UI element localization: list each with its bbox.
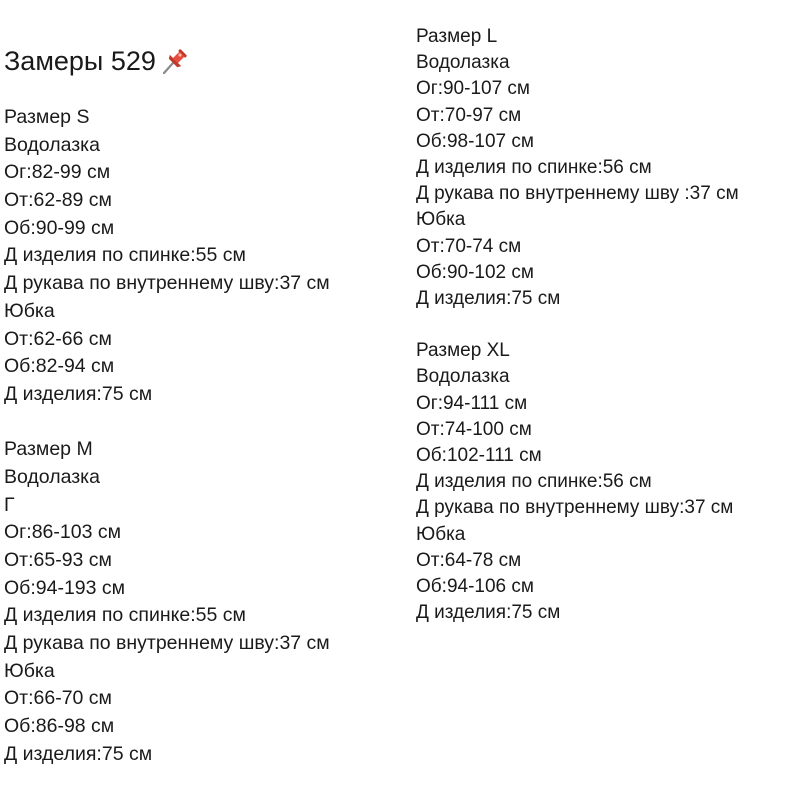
measurement-line: От:64-78 см	[416, 549, 522, 571]
page-title	[4, 43, 192, 79]
measurement-line: Д изделия:75 см	[416, 602, 561, 624]
measurement-line: Об:94-106 см	[416, 575, 534, 597]
measurement-line: Д изделия:75 см	[4, 742, 153, 765]
measurement-line: Д рукава по внутреннему шву:37 см	[4, 272, 330, 295]
measurement-line: Об:90-102 см	[416, 261, 534, 283]
measurement-line: Д изделия по спинке:55 см	[4, 244, 246, 267]
measurement-line: Об:82-94 см	[4, 355, 115, 378]
measurement-line: От:62-89 см	[4, 189, 112, 212]
measurement-line: Размер L	[416, 26, 498, 47]
measurement-line: Водолазка	[4, 465, 100, 488]
measurement-line: Д изделия:75 см	[416, 287, 561, 309]
measurement-line: Водолазка	[416, 52, 510, 74]
measurement-line: Д изделия по спинке:56 см	[416, 471, 652, 493]
measurement-line: Об:94-193 см	[4, 576, 126, 599]
measurement-line: Д рукава по внутреннему шву :37 см	[416, 183, 739, 205]
measurement-line: Водолазка	[416, 366, 510, 388]
measurement-line: От:74-100 см	[416, 418, 532, 440]
measurement-line: От:62-66 см	[4, 327, 112, 350]
measurement-line: Ог:94-111 см	[416, 392, 528, 414]
measurement-line: Д рукава по внутреннему шву:37 см	[4, 632, 330, 655]
measurement-line: Размер S	[4, 106, 90, 128]
measurement-line: Юбка	[416, 209, 466, 231]
measurement-line: Водолазка	[4, 133, 100, 156]
measurement-line: От:66-70 см	[4, 687, 112, 710]
measurement-line: Ог:86-103 см	[4, 521, 121, 544]
measurement-line: Д рукава по внутреннему шву:37 см	[416, 497, 734, 519]
measurement-line: Юбка	[4, 299, 55, 322]
measurement-line: Д изделия:75 см	[4, 382, 153, 405]
measurement-line: От:70-74 см	[416, 235, 522, 257]
measurement-line: Ог:82-99 см	[4, 161, 111, 184]
pushpin-icon	[158, 44, 192, 78]
measurement-line: Ог:90-107 см	[416, 78, 530, 100]
measurement-line: Д изделия по спинке:55 см	[4, 604, 246, 627]
measurement-line: Д изделия по спинке:56 см	[416, 156, 652, 178]
page-title-text: Замеры 529	[4, 46, 156, 76]
sizes-right-column	[416, 24, 739, 626]
measurement-line: Размер XL	[416, 340, 510, 362]
sizes-left-column	[4, 104, 330, 769]
measurement-line: Об:102-111 см	[416, 445, 542, 466]
measurement-line: Об:86-98 см	[4, 715, 115, 738]
measurement-line: От:65-93 см	[4, 549, 112, 571]
measurement-line: Об:98-107 см	[416, 130, 534, 152]
spacer	[4, 409, 330, 437]
measurement-line: Юбка	[416, 523, 466, 545]
measurement-line: Об:90-99 см	[4, 216, 115, 239]
measurement-line: Г	[4, 493, 15, 516]
measurement-line: Размер M	[4, 438, 93, 461]
measurement-line: От:70-97 см	[416, 104, 522, 126]
spacer	[416, 312, 739, 338]
measurement-line: Юбка	[4, 659, 55, 682]
